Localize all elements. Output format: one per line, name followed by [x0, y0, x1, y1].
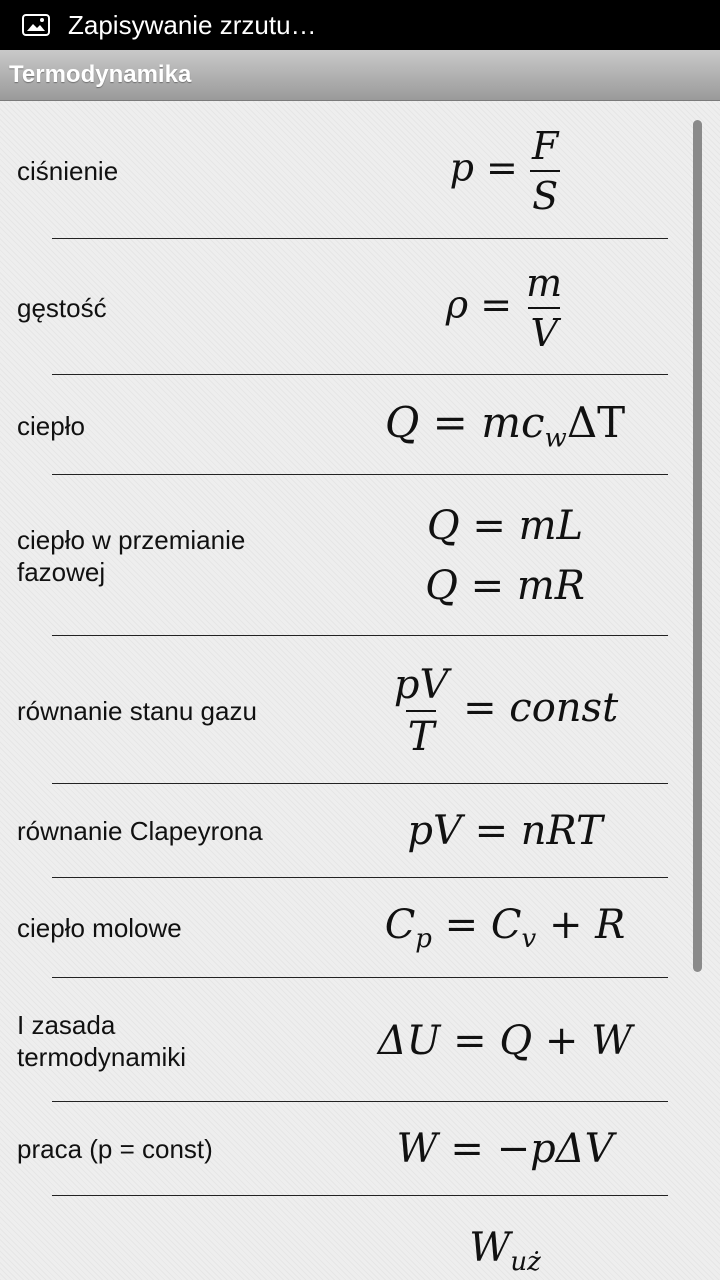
formula-label: praca (p = const): [17, 1134, 213, 1164]
divider: [52, 635, 668, 636]
formula: $W_{uż}$: [469, 1225, 541, 1277]
divider: [52, 474, 668, 475]
status-bar: [0, 0, 720, 50]
list-item[interactable]: [0, 646, 690, 776]
formula-label: równanie Clapeyrona: [17, 816, 263, 846]
title-bar: [0, 50, 720, 101]
formula: p = $\frac{F}{S}$: [449, 124, 559, 218]
list-item[interactable]: [0, 481, 690, 631]
divider: [52, 1101, 668, 1102]
divider: [52, 783, 668, 784]
formula-label: ciśnienie: [17, 156, 119, 186]
list-item[interactable]: [0, 1211, 690, 1280]
notification-text: Zapisywanie zrzutu…: [68, 9, 317, 40]
list-item[interactable]: [0, 787, 690, 875]
formula: W = −pΔV: [396, 1126, 614, 1172]
divider: [52, 374, 668, 375]
divider: [52, 877, 668, 878]
formula: ΔU = Q + W: [377, 1018, 633, 1064]
formula-label: I zasada termodynamiki: [17, 1010, 187, 1072]
list-item[interactable]: [0, 246, 690, 370]
list-item[interactable]: [0, 881, 690, 975]
formula-label: ciepło w przemianie fazowej: [17, 525, 246, 587]
formula-label: ciepło molowe: [17, 913, 182, 943]
divider: [52, 238, 668, 239]
scrollbar[interactable]: [693, 120, 702, 972]
formula: Q = mL Q = mR: [425, 503, 585, 609]
formula: pV = nRT: [407, 808, 603, 854]
formula: $Q = mc_w\Delta T$: [384, 398, 626, 454]
formula-label: gęstość: [17, 293, 107, 323]
formula-label: ciepło: [17, 411, 85, 441]
formula-label: równanie stanu gazu: [17, 696, 257, 726]
formula: $C_p = C_v + R$: [384, 902, 626, 954]
formula: $\frac{pV}{T}$ = const: [393, 662, 619, 760]
list-item[interactable]: [0, 380, 690, 472]
image-icon: [22, 14, 50, 36]
list-item[interactable]: [0, 109, 690, 233]
formula: ρ = $\frac{m}{V}$: [445, 261, 563, 355]
divider: [52, 977, 668, 978]
page-title: Termodynamika: [9, 61, 192, 88]
divider: [52, 1195, 668, 1196]
list-item[interactable]: [0, 1105, 690, 1193]
list-item[interactable]: [0, 981, 690, 1101]
formula-list[interactable]: [0, 101, 720, 1280]
